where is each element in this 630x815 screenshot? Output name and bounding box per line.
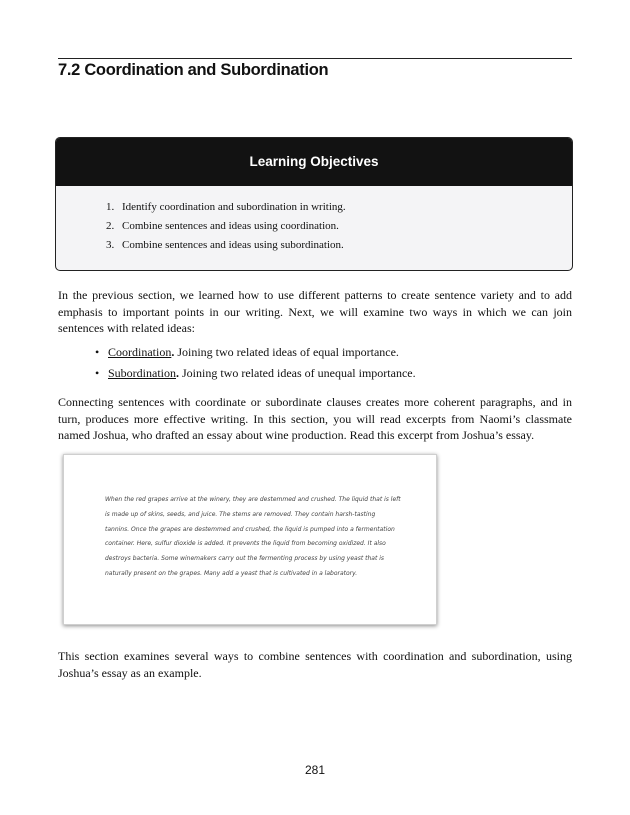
definition-item [95,344,416,365]
definition-list [95,344,416,386]
definition-punct: . [176,366,179,380]
objective-item [106,239,346,258]
objective-number: 2. [106,220,115,232]
definition-punct: . [171,345,175,359]
essay-excerpt-card [63,454,437,625]
objective-number: 1. [106,201,115,213]
objective-number: 3. [106,239,115,251]
objective-item [106,201,346,220]
closing-paragraph: This section examines several ways to combine sentences with coordination and subordination, using Joshua’s essay as an example. [58,649,572,680]
connecting-paragraph: Connecting sentences with coordinate or subordinate clauses creates more coherent paragraphs, and in turn, produces more effective writing. In this section, you will read excerpts from Naomi’s classmate named Joshua, who drafted an essay about wine production. Read this excerpt from Joshua’s essay. [58,395,572,442]
objective-text: Identify coordination and subordination in writing. [122,201,346,213]
bullet: • [95,366,100,380]
section-title: 7.2 Coordination and Subordination [58,61,329,79]
objective-text: Combine sentences and ideas using subordination. [122,239,344,251]
intro-paragraph: In the previous section, we learned how to use different patterns to create sentence variety and to add emphasis to important points in our writing. Next, we will examine two ways in which we can join sentences with related ideas: [58,288,572,335]
definition-text: Joining two related ideas of unequal importance. [179,366,416,380]
objective-text: Combine sentences and ideas using coordination. [122,220,339,232]
learning-objectives-box [55,137,573,271]
bullet: • [95,345,100,359]
definition-text: Joining two related ideas of equal importance. [174,345,399,359]
objective-item [106,220,346,239]
page-number: 281 [304,763,326,777]
definition-item [95,365,416,386]
header-rule [58,58,572,59]
learning-objectives-heading: Learning Objectives [56,138,572,186]
definition-term: Coordination [108,345,172,359]
learning-objectives-list [106,201,346,258]
essay-excerpt-text: When the red grapes arrive at the winery, they are destemmed and crushed. The liquid that is left is made up of skins, seeds, and juice. The stems are removed. They contain harsh-tasting tannins. Once the grapes are destemmed and crushed, the liquid is pumped into a fermentation container. Here, sulfur dioxide is added. It prevents the liquid from becoming oxidized. It also destroys bacteria. Some winemakers carry out the fermenting process by using yeast that is naturally present on the grapes. Many add a yeast that is cultivated in a laboratory. [105,496,401,577]
definition-term: Subordination [108,366,176,380]
